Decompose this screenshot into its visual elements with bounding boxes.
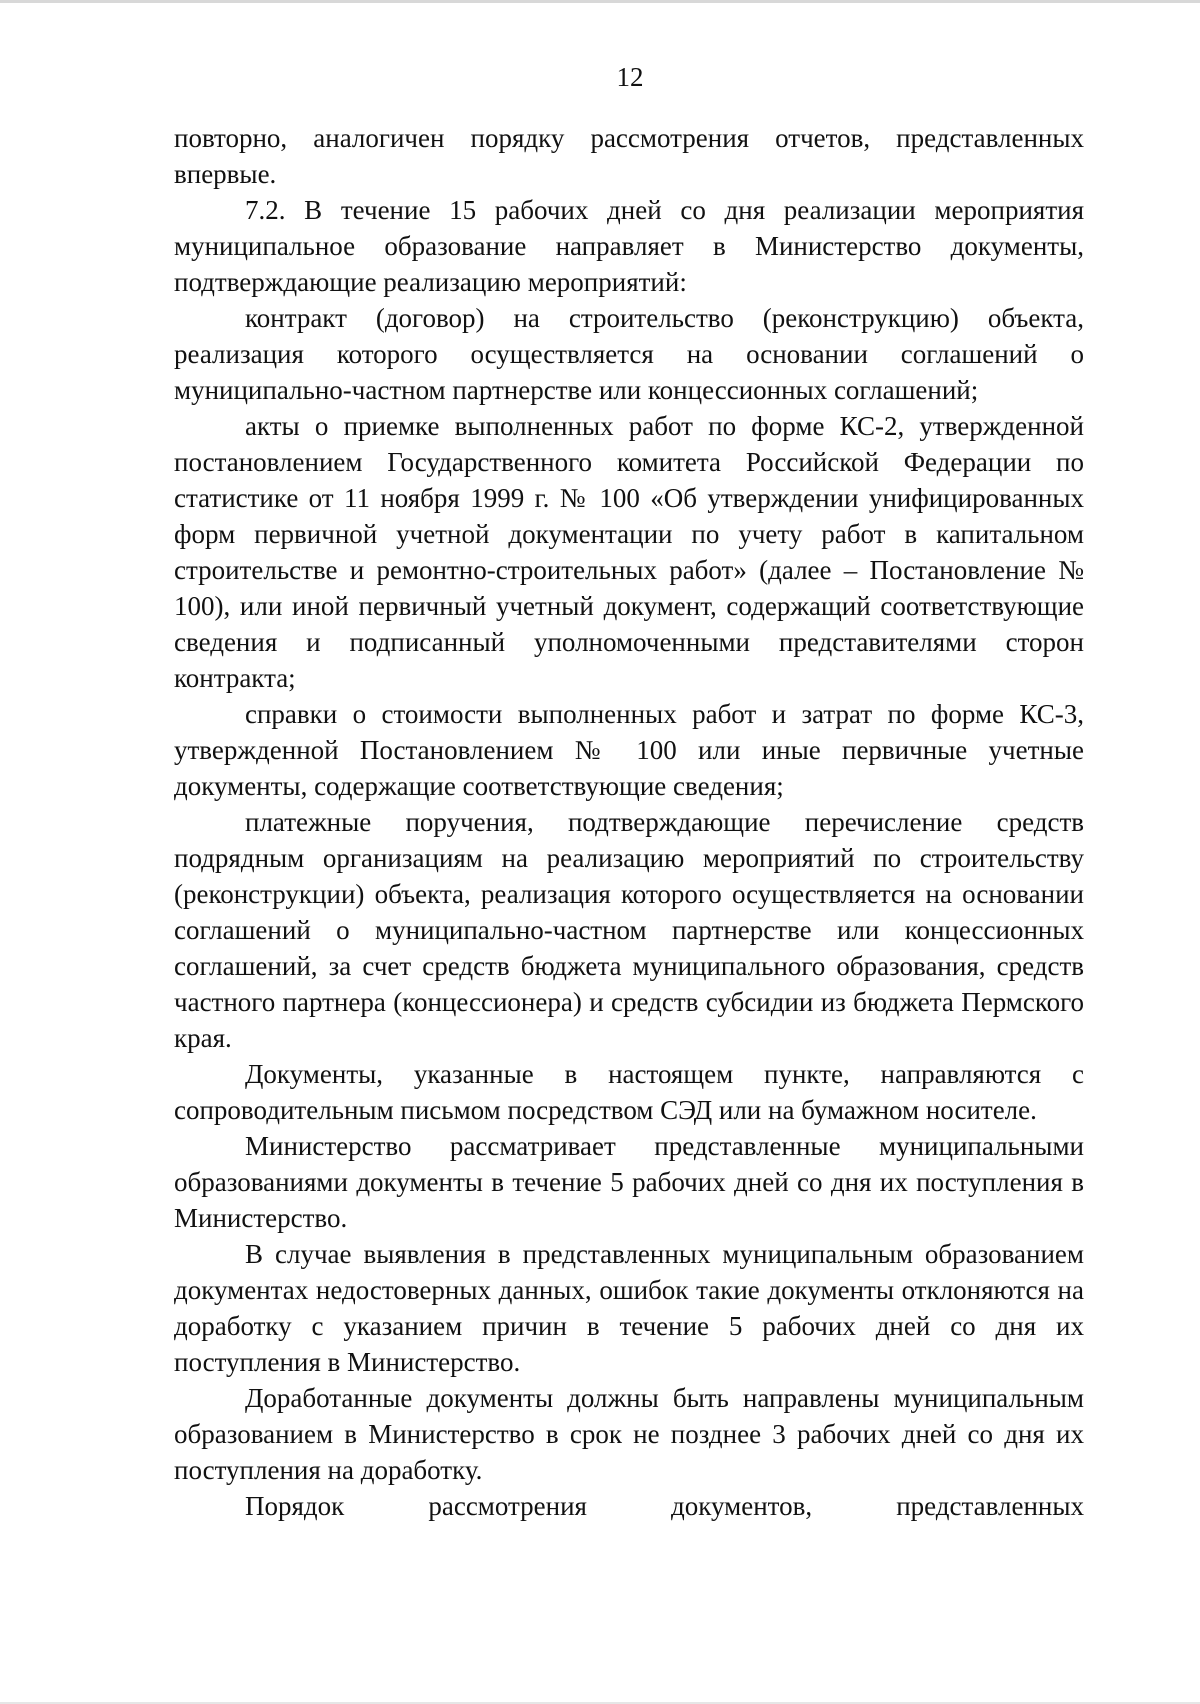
paragraph-continuation: повторно, аналогичен порядку рассмотрения отчетов, представленных впервые. bbox=[174, 123, 1084, 189]
page-top-edge bbox=[0, 0, 1200, 3]
paragraph-clause-7-2: 7.2. В течение 15 рабочих дней со дня реализации мероприятия муниципальное образование направляет в Министерство документы, подтверждающие реализацию мероприятий: bbox=[174, 195, 1084, 297]
paragraph-errors-revision: В случае выявления в представленных муниципальным образованием документах недостоверных данных, ошибок такие документы отклоняются на доработку с указанием причин в течение 5 рабочих дней со дня их поступления в Министерство. bbox=[174, 1239, 1084, 1377]
paragraph-revised-documents: Доработанные документы должны быть направлены муниципальным образованием в Министерство в срок не позднее 3 рабочих дней со дня их поступления на доработку. bbox=[174, 1383, 1084, 1485]
paragraph-ks3-certificates: справки о стоимости выполненных работ и затрат по форме КС-3, утвержденной Постановлением № 100 или иные первичные учетные документы, содержащие соответствующие сведения; bbox=[174, 699, 1084, 801]
document-body bbox=[174, 120, 1084, 1524]
paragraph-ministry-review: Министерство рассматривает представленные муниципальными образованиями документы в течение 5 рабочих дней со дня их поступления в Министерство. bbox=[174, 1131, 1084, 1233]
paragraph-documents-delivery: Документы, указанные в настоящем пункте, направляются с сопроводительным письмом посредством СЭД или на бумажном носителе. bbox=[174, 1059, 1084, 1125]
paragraph-contract: контракт (договор) на строительство (реконструкцию) объекта, реализация которого осуществляется на основании соглашений о муниципально-частном партнерстве или концессионных соглашений; bbox=[174, 303, 1084, 405]
page-number: 12 bbox=[616, 62, 644, 92]
paragraph-review-procedure: Порядок рассмотрения документов, представленных bbox=[245, 1491, 1084, 1521]
paragraph-ks2-acts: акты о приемке выполненных работ по форме КС-2, утвержденной постановлением Государственного комитета Российской Федерации по статистике от 11 ноября 1999 г. № 100 «Об утверждении унифицированных форм первичной учетной документации по учету работ в капитальном строительстве и ремонтно-строительных работ» (далее – Постановление № 100), или иной первичный учетный документ, содержащий соответствующие сведения и подписанный уполномоченными представителями сторон контракта; bbox=[174, 411, 1084, 693]
paragraph-payment-orders: платежные поручения, подтверждающие перечисление средств подрядным организациям на реализацию мероприятий по строительству (реконструкции) объекта, реализация которого осуществляется на основании соглашений о муниципально-частном партнерстве или концессионных соглашений, за счет средств бюджета муниципального образования, средств частного партнера (концессионера) и средств субсидии из бюджета Пермского края. bbox=[174, 807, 1084, 1053]
